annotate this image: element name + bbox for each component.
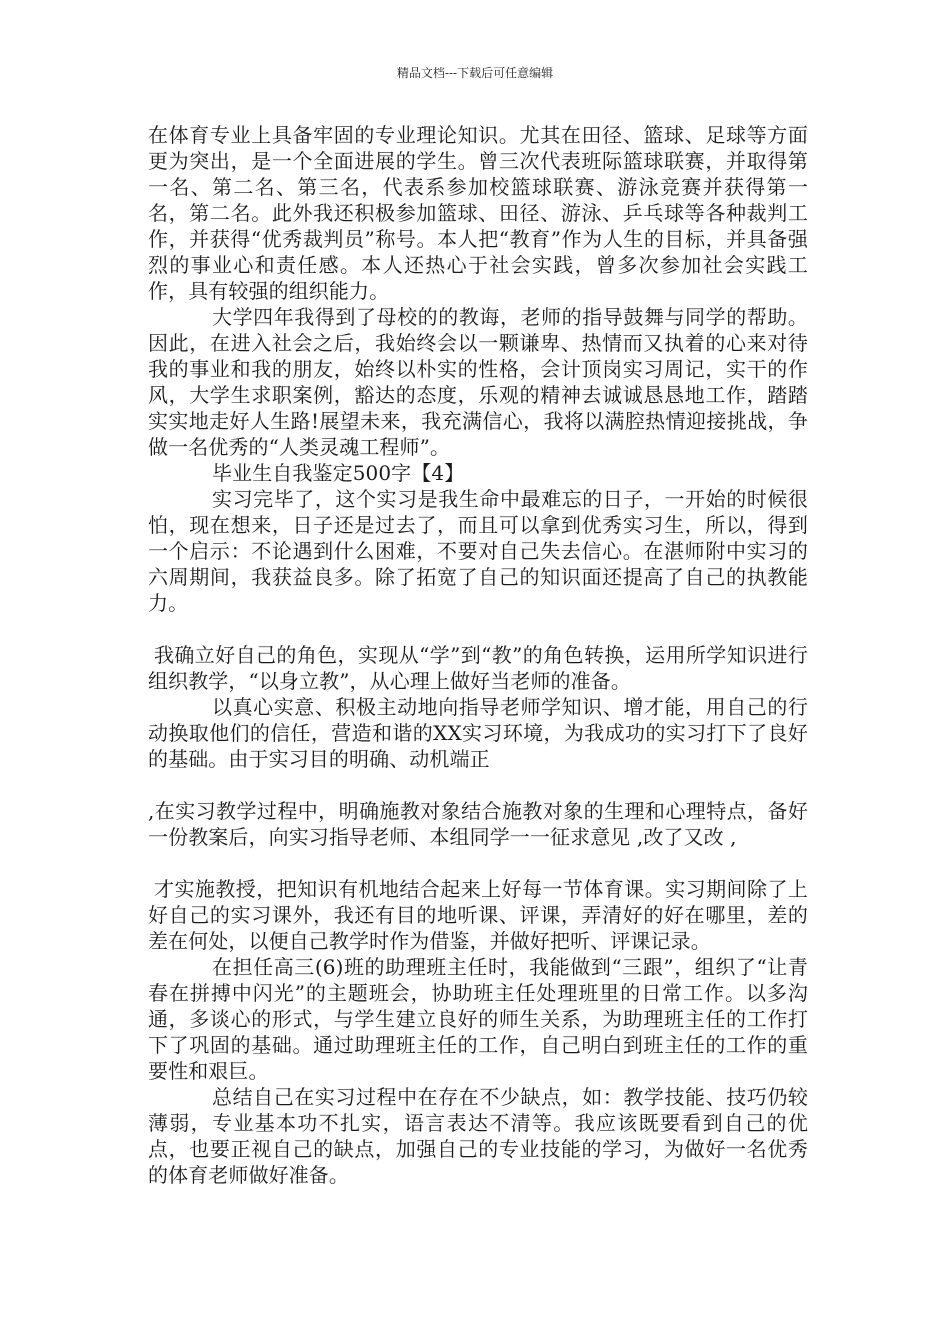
section-heading: 毕业生自我鉴定500字【4】 — [212, 461, 465, 485]
paragraph-6: ,在实习教学过程中，明确施教对象结合施教对象的生理和心理特点，备好一份教案后，向实习指导老师、本组同学一一征求意见 ,改了又改 , — [148, 799, 808, 849]
paragraph-9: 总结自己在实习过程中在存在不少缺点，如：教学技能、技巧仍较薄弱，专业基本功不扎实，语言表达不清等。我应该既要看到自己的优点，也要正视自己的缺点，加强自己的专业技能的学习，为做好一名优秀的体育老师做好准备。 — [148, 1085, 808, 1187]
paragraph-5: 以真心实意、积极主动地向指导老师学知识、增才能，用自己的行动换取他们的信任，营造和谐的XX实习环境，为我成功的实习打下了良好的基础。由于实习目的明确、动机端正 — [148, 695, 808, 771]
paragraph-8: 在担任高三(6)班的助理班主任时，我能做到“三跟”，组织了“让青春在拼搏中闪光”的主题班会，协助班主任处理班里的日常工作。以多沟通，多谈心的形式，与学生建立良好的师生关系，为助理班主任的工作打下了巩固的基础。通过助理班主任的工作，自己明白到班主任的工作的重要性和艰巨。 — [148, 955, 808, 1083]
page-header: 精品文档---下载后可任意编辑 — [396, 66, 554, 80]
paragraph-4: 我确立好自己的角色，实现从“学”到“教”的角色转换，运用所学知识进行组织教学，“以身立教”，从心理上做好当老师的准备。 — [148, 643, 808, 693]
paragraph-2: 大学四年我得到了母校的的教诲，老师的指导鼓舞与同学的帮助。因此，在进入社会之后，我始终会以一颗谦卑、热情而又执着的心来对待我的事业和我的朋友，始终以朴实的性格，会计顶岗实习周记，实干的作风，大学生求职案例，豁达的态度，乐观的精神去诚诚恳恳地工作，踏踏实实地走好人生路!展望未来，我充满信心，我将以满腔热情迎接挑战，争做一名优秀的“人类灵魂工程师”。 — [148, 305, 808, 459]
document-body — [148, 122, 808, 1188]
paragraph-1: 在体育专业上具备牢固的专业理论知识。尤其在田径、篮球、足球等方面更为突出，是一个全面进展的学生。曾三次代表班际篮球联赛，并取得第一名、第二名、第三名，代表系参加校篮球联赛、游泳竞赛并获得第一名，第二名。此外我还积极参加篮球、田径、游泳、乒乓球等各种裁判工作，并获得“优秀裁判员”称号。本人把“教育”作为人生的目标，并具备强烈的事业心和责任感。本人还热心于社会实践，曾多次参加社会实践工作，具有较强的组织能力。 — [148, 123, 808, 303]
paragraph-7: 才实施教授，把知识有机地结合起来上好每一节体育课。实习期间除了上好自己的实习课外，我还有目的地听课、评课，弄清好的好在哪里，差的差在何处，以便自己教学时作为借鉴，并做好把听、评课记录。 — [148, 877, 808, 953]
paragraph-3: 实习完毕了，这个实习是我生命中最难忘的日子，一开始的时候很怕，现在想来，日子还是过去了，而且可以拿到优秀实习生，所以，得到一个启示：不论遇到什么困难，不要对自己失去信心。在湛师附中实习的六周期间，我获益良多。除了拓宽了自己的知识面还提高了自己的执教能力。 — [148, 487, 808, 615]
